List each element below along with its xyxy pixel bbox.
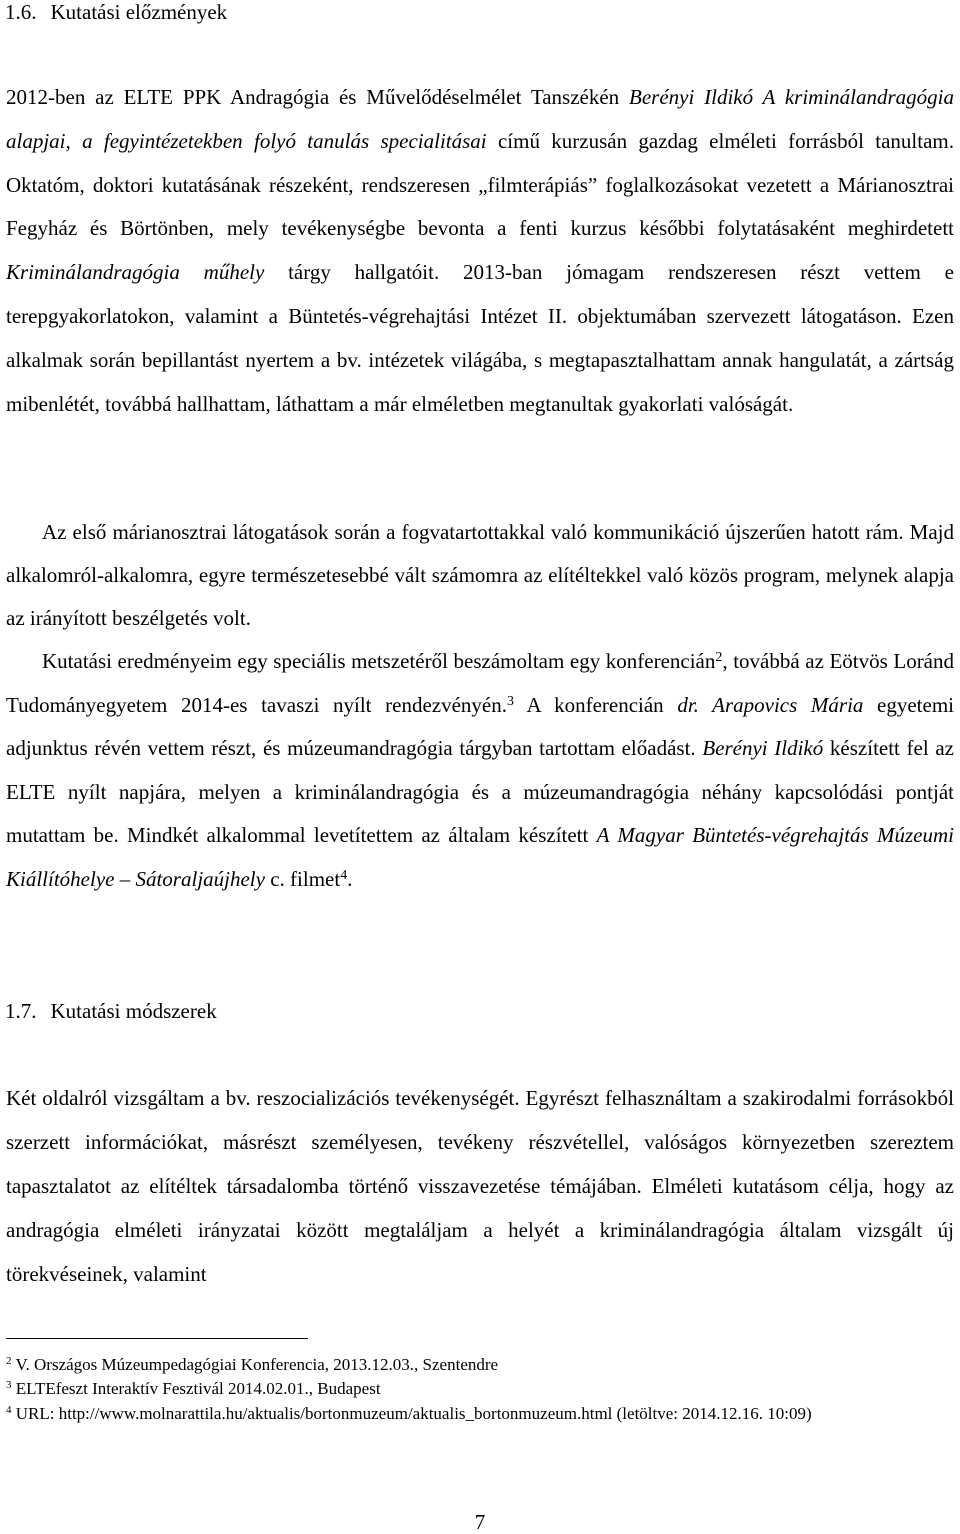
footnotes (6, 1353, 954, 1426)
footnote-ref-4: 4 (340, 867, 348, 883)
section-number: 1.6. (5, 0, 37, 24)
paragraph-visits: Az első márianosztrai látogatások során a fogvatartottakkal való kommunikáció újszerűen hatott rám. Majd alkalomról-alkalomra, egyre természetesebbé vált számomra az elítéltekkel való közös program, melynek alapja az irányított beszélgetés volt. (6, 520, 954, 631)
person-name: dr. Arapovics Mária (677, 692, 864, 717)
person-name: Berényi Ildikó (702, 736, 824, 760)
footnote-mark: 4 (6, 1403, 12, 1416)
footnote-ref-2: 2 (715, 650, 723, 665)
paragraph-conferences: Kutatási eredményeim egy speciális metszetéről beszámoltam egy konferencián$^2$, továbbá az Eötvös Loránd Tudományegyetem 2014-es tavaszi nyílt rendezvényén.$^3$ A konferencián dr. Arapovics Mária egyetemi adjunktus révén vettem részt, és múzeumandragógia tárgyban tartottam előadást. Berényi Ildikó készített fel az ELTE nyílt napjára, melyen a kriminálandragógia és a múzeumandragógia néhány kapcsolódási pontját mutattam be. Mindkét alkalommal levetítettem az általam készített A Magyar Büntetés-végrehajtás Múzeumi Kiállítóhelye – Sátoraljaújhely c. filmet$^4$. (6, 649, 955, 891)
film-title: A Magyar Büntetés-végrehajtás Múzeumi Kiállítóhelye – Sátoraljaújhely (6, 823, 954, 891)
workshop-title: Kriminálandragógia műhely (6, 260, 265, 285)
footnote: $^4$ URL: http://www.molnarattila.hu/aktualis/bortonmuzeum/aktualis_bortonmuzeum.html (letöltve: 2014.12.16. 10:09) (6, 1403, 812, 1423)
footnote-separator (6, 1338, 308, 1339)
section-number: 1.7. (5, 999, 37, 1023)
course-title: Berényi Ildikó A kriminálandragógia alapjai, a fegyintézetekben folyó tanulás specialitásai (6, 85, 954, 153)
footnote-mark: 3 (6, 1379, 12, 1392)
section-title: Kutatási előzmények (50, 0, 228, 24)
section-title: Kutatási módszerek (50, 999, 217, 1023)
section-heading-1-6 (5, 0, 227, 24)
page-number: 7 (474, 1510, 486, 1534)
paragraph-previous-studies: 2012-ben az ELTE PPK Andragógia és Művelődéselmélet Tanszékén Berényi Ildikó A kriminálandragógia alapjai, a fegyintézetekben folyó tanulás specialitásai című kurzusán gazdag elméleti forrásból tanultam. Oktatóm, doktori kutatásának részeként, rendszeresen „filmterápiás” foglalkozásokat vezetett a Márianosztrai Fegyház és Börtönben, mely tevékenységbe bevonta a fenti kurzus későbbi folytatásaként meghirdetett Kriminálandragógia műhely tárgy hallgatóit. 2013-ban jómagam rendszeresen részt vettem e terepgyakorlatokon, valamint a Büntetés-végrehajtási Intézet II. objektumában szervezett látogatáson. Ezen alkalmak során bepillantást nyertem a bv. intézetek világába, s megtapasztalhattam annak hangulatát, a zártság mibenlétét, továbbá hallhattam, láthattam a már elméletben megtanultak gyakorlati valóságát. (6, 85, 954, 416)
footnote: $^2$ V. Országos Múzeumpedagógiai Konferencia, 2013.12.03., Szentendre (6, 1355, 499, 1374)
footnote-mark: 2 (6, 1355, 12, 1367)
footnote-ref-3: 3 (507, 693, 514, 709)
footnote: $^3$ ELTEfeszt Interaktív Fesztivál 2014.02.01., Budapest (6, 1379, 381, 1399)
section-heading-1-7 (5, 999, 217, 1023)
paragraph-methods: Két oldalról vizsgáltam a bv. reszocializációs tevékenységét. Egyrészt felhasználtam a szakirodalmi forrásokból szerzett információkat, másrészt személyesen, tevékeny részvétellel, valóságos környezetben szereztem tapasztalatot az elítéltek társadalomba történő visszavezetése témájában. Elméleti kutatásom célja, hogy az andragógia elméleti irányzatai között megtaláljam a helyét a kriminálandragógia általam vizsgált új törekvéseinek, valamint (6, 1086, 954, 1286)
